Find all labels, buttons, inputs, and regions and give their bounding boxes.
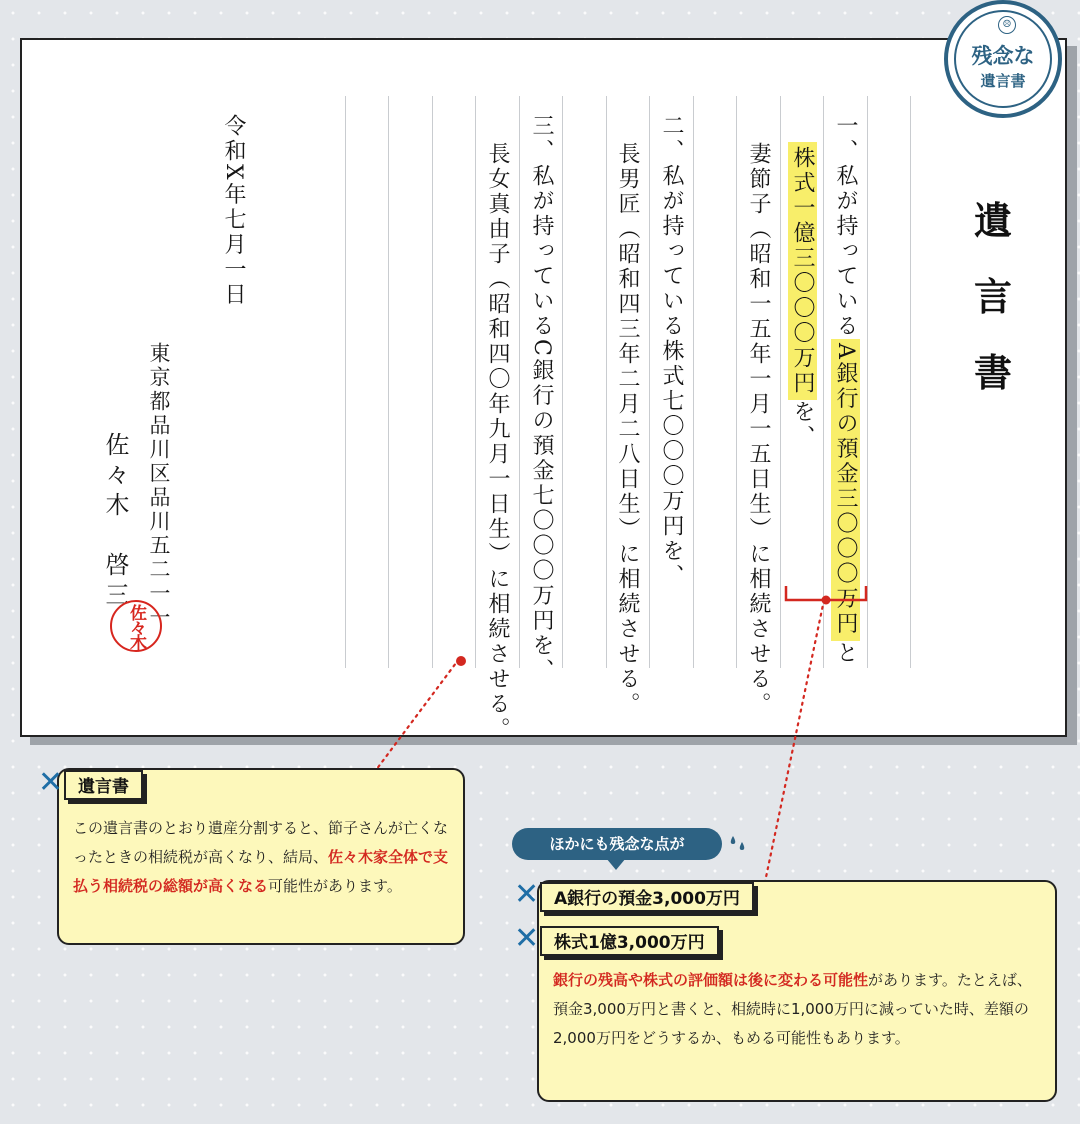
clause1-line2-highlight: 株式一億三〇〇〇万円 xyxy=(788,142,817,400)
note2-text-red: 銀行の残高や株式の評価額は後に変わる可能性 xyxy=(553,971,869,989)
note2-text xyxy=(553,966,1045,1053)
note2-text-plain: があります。たとえば、預金3,000万円と書くと、相続時に1,000万円に減っていた時、差額の2,000万円をどうするか、もめる可能性もあります。 xyxy=(553,971,1032,1047)
clause1-line3: 妻節子（昭和一五年一月一五日生）に相続させる。 xyxy=(746,142,771,717)
clause3-line2: 長女真由子（昭和四〇年九月一日生）に相続させる。 xyxy=(485,142,510,742)
date: 令和X年七月一日 xyxy=(221,114,246,308)
note1-text-red: 佐々木家全体で支払う相続税の総額が高くなる xyxy=(73,848,449,895)
clause2-line1: 二、私が持っている株式七〇〇〇万円を、 xyxy=(659,114,684,589)
title-char: 書 xyxy=(974,350,1013,395)
address: 東京都品川区品川五二一一 xyxy=(147,342,171,630)
note1-text-plain2: 可能性があります。 xyxy=(268,877,402,895)
note1-text-plain1: この遺言書のとおり遺産分割すると、節子さんが亡くなったときの相続税が高くなり、結局、 xyxy=(73,819,449,866)
note2-tag-deposit: A銀行の預金3,000万円 xyxy=(540,882,754,912)
title-char: 言 xyxy=(974,274,1013,319)
stamp-line2: 遺言書 xyxy=(980,72,1026,90)
signature: 佐々木 啓三 xyxy=(101,432,129,612)
stamp-line1: 残念な xyxy=(971,44,1035,68)
note1-text xyxy=(73,814,451,901)
clause1-line1-pre: 一、私が持っている xyxy=(833,114,858,339)
clause3-line1: 三、私が持っているC銀行の預金七〇〇〇万円を、 xyxy=(529,114,554,684)
note1-tag: 遺言書 xyxy=(64,770,143,800)
x-mark-icon: ✕ xyxy=(514,921,540,956)
sad-face-icon: ☹ xyxy=(998,16,1016,34)
other-issues-bubble: ほかにも残念な点が xyxy=(512,828,722,860)
disappointing-will-stamp xyxy=(944,0,1062,118)
clause1-line1-post: と xyxy=(833,640,858,666)
x-mark-icon: ✕ xyxy=(38,765,64,800)
personal-seal: 佐々木 xyxy=(110,600,162,652)
sweat-drops-icon xyxy=(728,834,748,854)
clause1-line1-highlight: A銀行の預金三〇〇〇万円 xyxy=(831,339,860,641)
bubble-tail xyxy=(606,858,626,870)
note2-tag-stock: 株式1億3,000万円 xyxy=(540,926,719,956)
x-mark-icon: ✕ xyxy=(514,877,540,912)
clause1-line2-post: を、 xyxy=(790,400,815,450)
clause2-line2: 長男匠（昭和四三年二月二八日生）に相続させる。 xyxy=(615,142,640,717)
title-char: 遺 xyxy=(974,198,1013,243)
